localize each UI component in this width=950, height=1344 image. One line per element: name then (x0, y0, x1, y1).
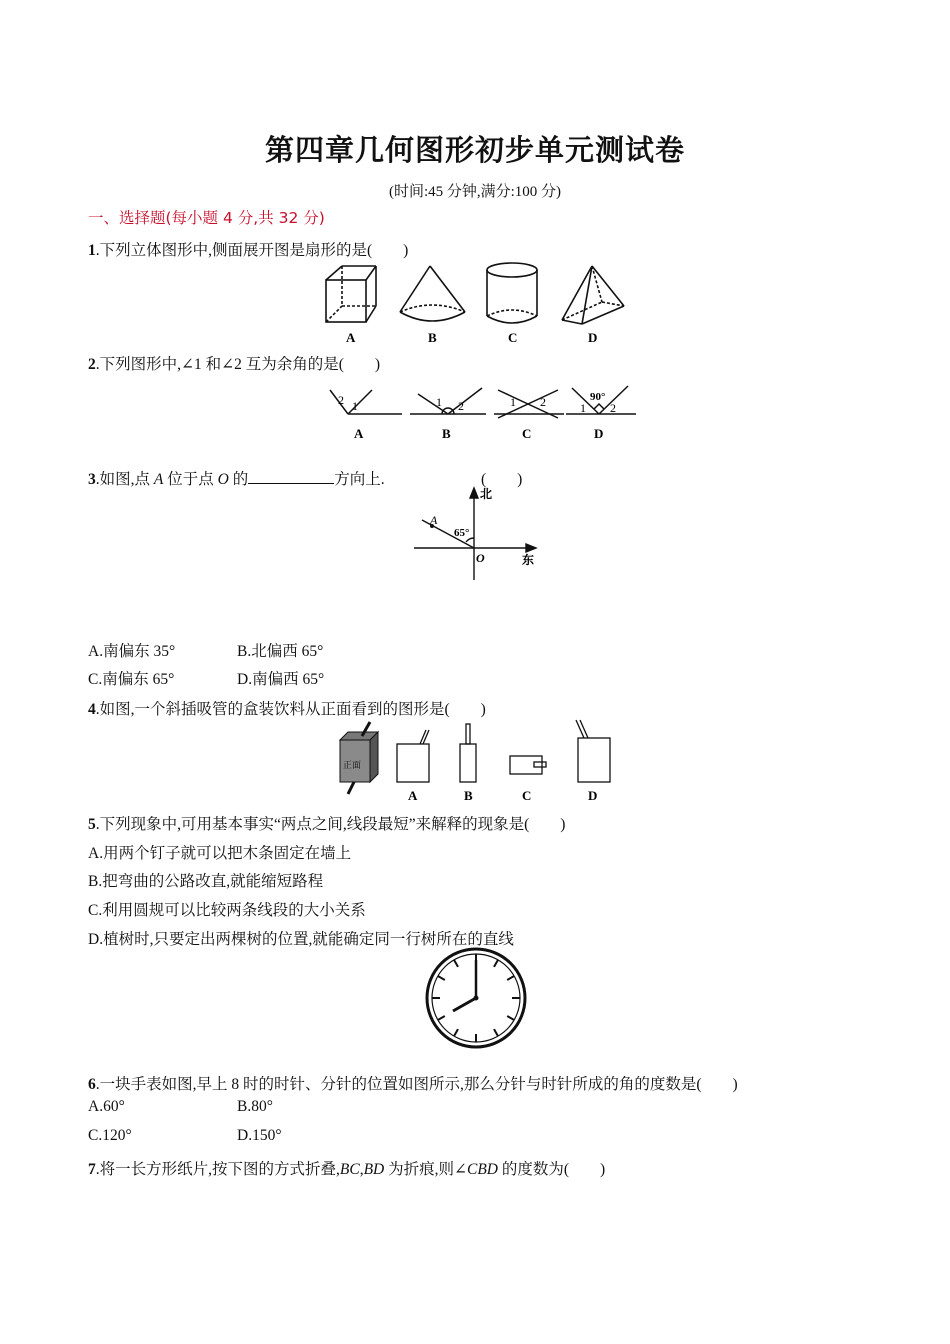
origin-label: O (476, 551, 485, 565)
svg-text:2: 2 (458, 399, 464, 413)
option-c: C.120° (88, 1127, 132, 1144)
clock-tick (494, 960, 498, 967)
cylinder-shape (487, 263, 537, 323)
clock-tick (438, 976, 445, 980)
question-number: 7 (88, 1161, 96, 1178)
hour-hand (453, 998, 476, 1011)
svg-text:1: 1 (580, 401, 586, 415)
clock-tick (454, 960, 458, 967)
clock-tick (438, 1016, 445, 1020)
option-label-a: A (354, 426, 364, 441)
question-7: 7.将一长方形纸片,按下图的方式折叠,BC,BD 为折痕,则∠CBD 的度数为( ) (88, 1161, 606, 1178)
question-5 (88, 812, 565, 834)
svg-text:2: 2 (540, 395, 546, 409)
option-d: D.植树时,只要定出两棵树的位置,就能确定同一行树所在的直线 (88, 931, 514, 948)
clock-figure (423, 946, 529, 1050)
svg-text:2: 2 (338, 393, 344, 407)
cone-shape (400, 266, 465, 321)
svg-text:90°: 90° (590, 391, 606, 403)
svg-text:1: 1 (510, 395, 516, 409)
option-label-c: C (522, 788, 532, 803)
option-a: A.用两个钉子就可以把木条固定在墙上 (88, 845, 352, 862)
question-text: .下列图形中,∠1 和∠2 互为余角的是( ) (95, 356, 381, 373)
question-3: 3.如图,点 A 位于点 O 的 方向上. (88, 471, 385, 488)
point-a-label: A (430, 513, 438, 527)
question-2 (88, 352, 380, 374)
question-text: .一块手表如图,早上 8 时的时针、分针的位置如图所示,那么分针与时针所成的角的度数是( ) (95, 1076, 738, 1093)
svg-text:2: 2 (610, 401, 616, 415)
question-number: 2 (88, 356, 96, 373)
clock-tick (507, 976, 514, 980)
east-label: 东 (522, 553, 535, 567)
angle-label: 65° (454, 527, 470, 539)
question-1 (88, 238, 408, 260)
q3-direction-figure (408, 484, 548, 584)
option-label-b: B (464, 788, 473, 803)
option-label-b: B (442, 426, 451, 441)
page-title: 第四章几何图形初步单元测试卷 (264, 133, 685, 167)
option-label-d: D (588, 788, 598, 803)
question-number: 6 (88, 1076, 96, 1093)
north-label: 北 (480, 487, 493, 501)
option-b: B.80° (237, 1098, 273, 1115)
question-number: 3 (88, 471, 96, 488)
q2-angles-figure (318, 380, 648, 444)
pyramid-shape (562, 266, 624, 324)
section-heading: 一、选择题(每小题 4 分,共 32 分) (88, 209, 325, 227)
option-label-a: A (408, 788, 418, 803)
option-label-d: D (594, 426, 604, 441)
question-text: .下列现象中,可用基本事实“两点之间,线段最短”来解释的现象是( ) (95, 816, 566, 833)
svg-text:1: 1 (436, 395, 442, 409)
q4-juice-box-figure (330, 716, 620, 804)
answer-blank (248, 469, 334, 484)
option-a: A.南偏东 35° (88, 643, 176, 660)
exam-info: (时间:45 分钟,满分:100 分) (388, 184, 562, 200)
option-a: A.60° (88, 1098, 125, 1115)
question-text: .如图,一个斜插吸管的盒装饮料从正面看到的图形是( ) (95, 701, 486, 718)
option-label-d: D (588, 330, 598, 345)
juice-box-3d (340, 722, 378, 794)
option-label-b: B (428, 330, 437, 345)
svg-text:1: 1 (352, 399, 358, 413)
clock-tick (454, 1029, 458, 1036)
option-d: D.南偏西 65° (237, 671, 325, 688)
option-c: C.南偏东 65° (88, 671, 175, 688)
front-label: 正面 (343, 760, 362, 770)
option-label-a: A (346, 330, 356, 345)
option-label-c: C (522, 426, 532, 441)
option-d: D.150° (237, 1127, 282, 1144)
answer-paren: ( ) (481, 471, 523, 488)
option-b: B.把弯曲的公路改直,就能缩短路程 (88, 873, 324, 890)
question-number: 1 (88, 242, 96, 259)
option-b: B.北偏西 65° (237, 643, 324, 660)
question-number: 5 (88, 816, 96, 833)
cube-shape (326, 266, 376, 322)
q1-solids-figure (318, 260, 638, 346)
option-c: C.利用圆规可以比较两条线段的大小关系 (88, 902, 366, 919)
question-6 (88, 1072, 738, 1094)
clock-tick (507, 1016, 514, 1020)
option-label-c: C (508, 330, 518, 345)
question-text: .下列立体图形中,侧面展开图是扇形的是( ) (95, 242, 409, 259)
clock-tick (494, 1029, 498, 1036)
question-number: 4 (88, 701, 96, 718)
